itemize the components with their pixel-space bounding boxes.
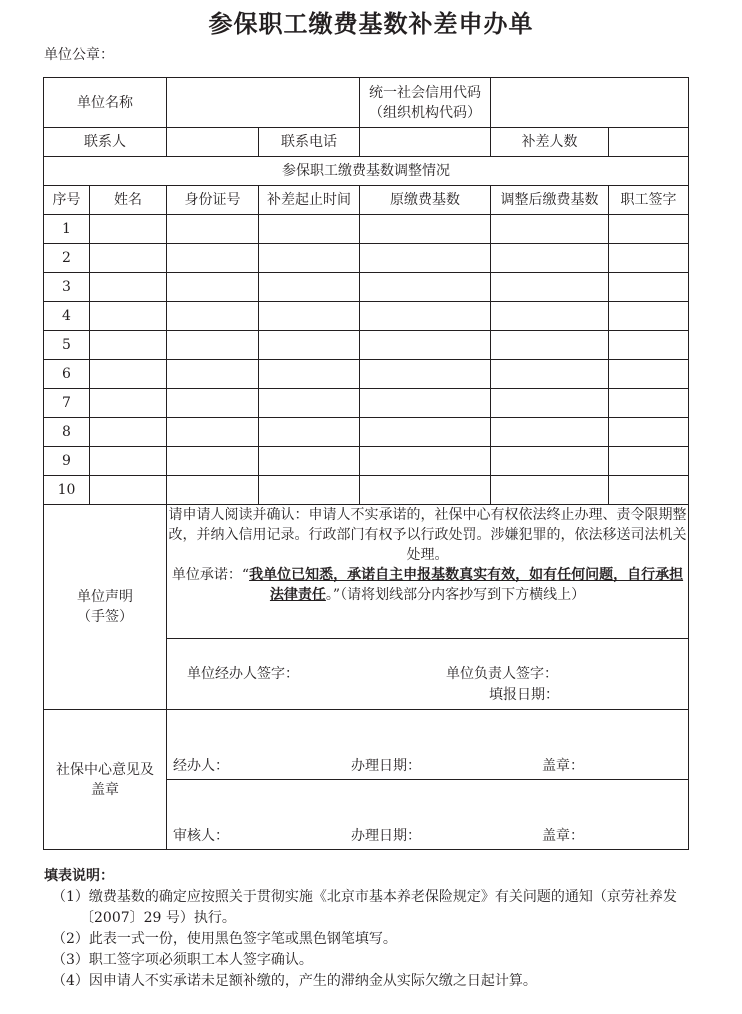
period-cell[interactable] (259, 331, 360, 360)
original-base-cell[interactable] (360, 302, 491, 331)
phone-field[interactable] (360, 128, 491, 157)
table-row (44, 360, 689, 389)
name-cell[interactable] (90, 360, 167, 389)
adjusted-base-cell[interactable] (491, 331, 609, 360)
original-base-cell[interactable] (360, 331, 491, 360)
period-cell[interactable] (259, 215, 360, 244)
original-base-cell[interactable] (360, 273, 491, 302)
handler-sign-label: 单位经办人签字： (187, 666, 299, 682)
credit-code-label-line2: （组织机构代码） (369, 104, 481, 121)
period-cell[interactable] (259, 302, 360, 331)
contact-label: 联系人 (44, 128, 167, 157)
name-cell[interactable] (90, 389, 167, 418)
name-cell[interactable] (90, 273, 167, 302)
row-number: 9 (44, 447, 90, 476)
phone-label: 联系电话 (259, 128, 360, 157)
signature-cell[interactable] (609, 447, 689, 476)
period-cell[interactable] (259, 360, 360, 389)
section-title: 参保职工缴费基数调整情况 (44, 157, 689, 186)
table-row (44, 302, 689, 331)
handle-date-label: 办理日期： (351, 758, 421, 774)
name-cell[interactable] (90, 476, 167, 505)
credit-code-label-line1: 统一社会信用代码 (369, 84, 481, 101)
id-cell[interactable] (167, 215, 259, 244)
original-base-cell[interactable] (360, 418, 491, 447)
table-row (44, 389, 689, 418)
instruction-item: （4）因申请人不实承诺未足额补缴的，产生的滞纳金从实际欠缴之日起计算。 (52, 973, 537, 989)
table-row (44, 418, 689, 447)
row-number: 8 (44, 418, 90, 447)
credit-code-field[interactable] (491, 78, 689, 128)
count-label: 补差人数 (491, 128, 609, 157)
unit-name-label: 单位名称 (44, 78, 167, 128)
signature-cell[interactable] (609, 360, 689, 389)
adjusted-base-cell[interactable] (491, 360, 609, 389)
period-cell[interactable] (259, 447, 360, 476)
row-number: 6 (44, 360, 90, 389)
table-row (44, 244, 689, 273)
unit-seal-label: 单位公章： (44, 47, 114, 63)
declaration-signature-area[interactable] (167, 639, 689, 710)
table-row (44, 273, 689, 302)
original-base-cell[interactable] (360, 476, 491, 505)
table-row (44, 447, 689, 476)
signature-cell[interactable] (609, 476, 689, 505)
signature-cell[interactable] (609, 418, 689, 447)
name-cell[interactable] (90, 302, 167, 331)
id-cell[interactable] (167, 447, 259, 476)
row-number: 7 (44, 389, 90, 418)
promise-underlined: 我单位已知悉，承诺自主申报基数真实有效，如有任何问题，自行承担法律责任 (249, 567, 684, 603)
row-number: 4 (44, 302, 90, 331)
signature-cell[interactable] (609, 215, 689, 244)
count-field[interactable] (609, 128, 689, 157)
declaration-label (44, 505, 167, 710)
id-cell[interactable] (167, 302, 259, 331)
instructions-heading: 填表说明： (44, 868, 114, 884)
handle-date-label: 办理日期： (351, 828, 421, 844)
table-row (44, 331, 689, 360)
declaration-label-line2: （手签） (77, 609, 133, 625)
id-cell[interactable] (167, 418, 259, 447)
original-base-cell[interactable] (360, 244, 491, 273)
signature-cell[interactable] (609, 244, 689, 273)
fill-date-label: 填报日期： (489, 687, 559, 703)
application-form-table (43, 77, 689, 850)
operator-label: 经办人： (173, 758, 229, 774)
column-header: 补差起止时间 (259, 186, 360, 215)
row-number: 2 (44, 244, 90, 273)
row-number: 5 (44, 331, 90, 360)
signature-cell[interactable] (609, 302, 689, 331)
column-header: 身份证号 (167, 186, 259, 215)
form-title: 参保职工缴费基数补差申办单 (208, 10, 534, 38)
column-header-row (44, 186, 689, 215)
period-cell[interactable] (259, 273, 360, 302)
declaration-paragraph: 请申请人阅读并确认：申请人不实承诺的，社保中心有权依法终止办理、责令限期整改，并纳入信用记录。行政部门有权予以行政处罚。涉嫌犯罪的，依法移送司法机关处理。 (168, 507, 687, 563)
column-header: 姓名 (90, 186, 167, 215)
id-cell[interactable] (167, 244, 259, 273)
adjusted-base-cell[interactable] (491, 215, 609, 244)
column-header: 原缴费基数 (360, 186, 491, 215)
center-opinion-label (44, 710, 167, 850)
id-cell[interactable] (167, 476, 259, 505)
unit-name-field[interactable] (167, 78, 360, 128)
adjusted-base-cell[interactable] (491, 302, 609, 331)
contact-field[interactable] (167, 128, 259, 157)
credit-code-label (360, 78, 491, 128)
table-row (44, 215, 689, 244)
period-cell[interactable] (259, 389, 360, 418)
instruction-item: （1）缴费基数的确定应按照关于贯彻实施《北京市基本养老保险规定》有关问题的通知（京劳社养发〔2007〕29 号）执行。 (52, 889, 677, 926)
row-number: 3 (44, 273, 90, 302)
stamp-label: 盖章： (542, 828, 584, 844)
adjusted-base-cell[interactable] (491, 476, 609, 505)
id-cell[interactable] (167, 273, 259, 302)
original-base-cell[interactable] (360, 389, 491, 418)
operator-area[interactable] (167, 710, 689, 780)
column-header: 序号 (44, 186, 90, 215)
name-cell[interactable] (90, 215, 167, 244)
adjusted-base-cell[interactable] (491, 418, 609, 447)
id-cell[interactable] (167, 389, 259, 418)
declaration-label-line1: 单位声明 (77, 589, 133, 605)
adjusted-base-cell[interactable] (491, 389, 609, 418)
instruction-item: （3）职工签字项必须职工本人签字确认。 (52, 952, 313, 968)
reviewer-area[interactable] (167, 780, 689, 850)
name-cell[interactable] (90, 418, 167, 447)
original-base-cell[interactable] (360, 360, 491, 389)
signature-cell[interactable] (609, 273, 689, 302)
id-cell[interactable] (167, 331, 259, 360)
period-cell[interactable] (259, 244, 360, 273)
center-opinion-label-line1: 社保中心意见及 (56, 761, 154, 778)
promise-paragraph (167, 565, 688, 605)
name-cell[interactable] (90, 447, 167, 476)
name-cell[interactable] (90, 331, 167, 360)
leader-sign-label: 单位负责人签字： (446, 666, 558, 682)
filling-instructions (44, 866, 694, 992)
declaration-text (167, 505, 689, 639)
original-base-cell[interactable] (360, 215, 491, 244)
adjusted-base-cell[interactable] (491, 244, 609, 273)
row-number: 10 (44, 476, 90, 505)
promise-prefix: 单位承诺：“ (171, 567, 250, 583)
period-cell[interactable] (259, 476, 360, 505)
adjusted-base-cell[interactable] (491, 273, 609, 302)
column-header: 职工签字 (609, 186, 689, 215)
stamp-label: 盖章： (542, 758, 584, 774)
instruction-item: （2）此表一式一份，使用黑色签字笔或黑色钢笔填写。 (52, 931, 397, 947)
center-opinion-label-line2: 盖章 (91, 781, 119, 798)
id-cell[interactable] (167, 360, 259, 389)
signature-cell[interactable] (609, 331, 689, 360)
table-row (44, 476, 689, 505)
adjusted-base-cell[interactable] (491, 447, 609, 476)
period-cell[interactable] (259, 418, 360, 447)
promise-suffix: 。”（请将划线部分内客抄写到下方横线上） (325, 587, 586, 603)
column-header: 调整后缴费基数 (491, 186, 609, 215)
row-number: 1 (44, 215, 90, 244)
reviewer-label: 审核人： (173, 828, 229, 844)
signature-cell[interactable] (609, 389, 689, 418)
original-base-cell[interactable] (360, 447, 491, 476)
name-cell[interactable] (90, 244, 167, 273)
